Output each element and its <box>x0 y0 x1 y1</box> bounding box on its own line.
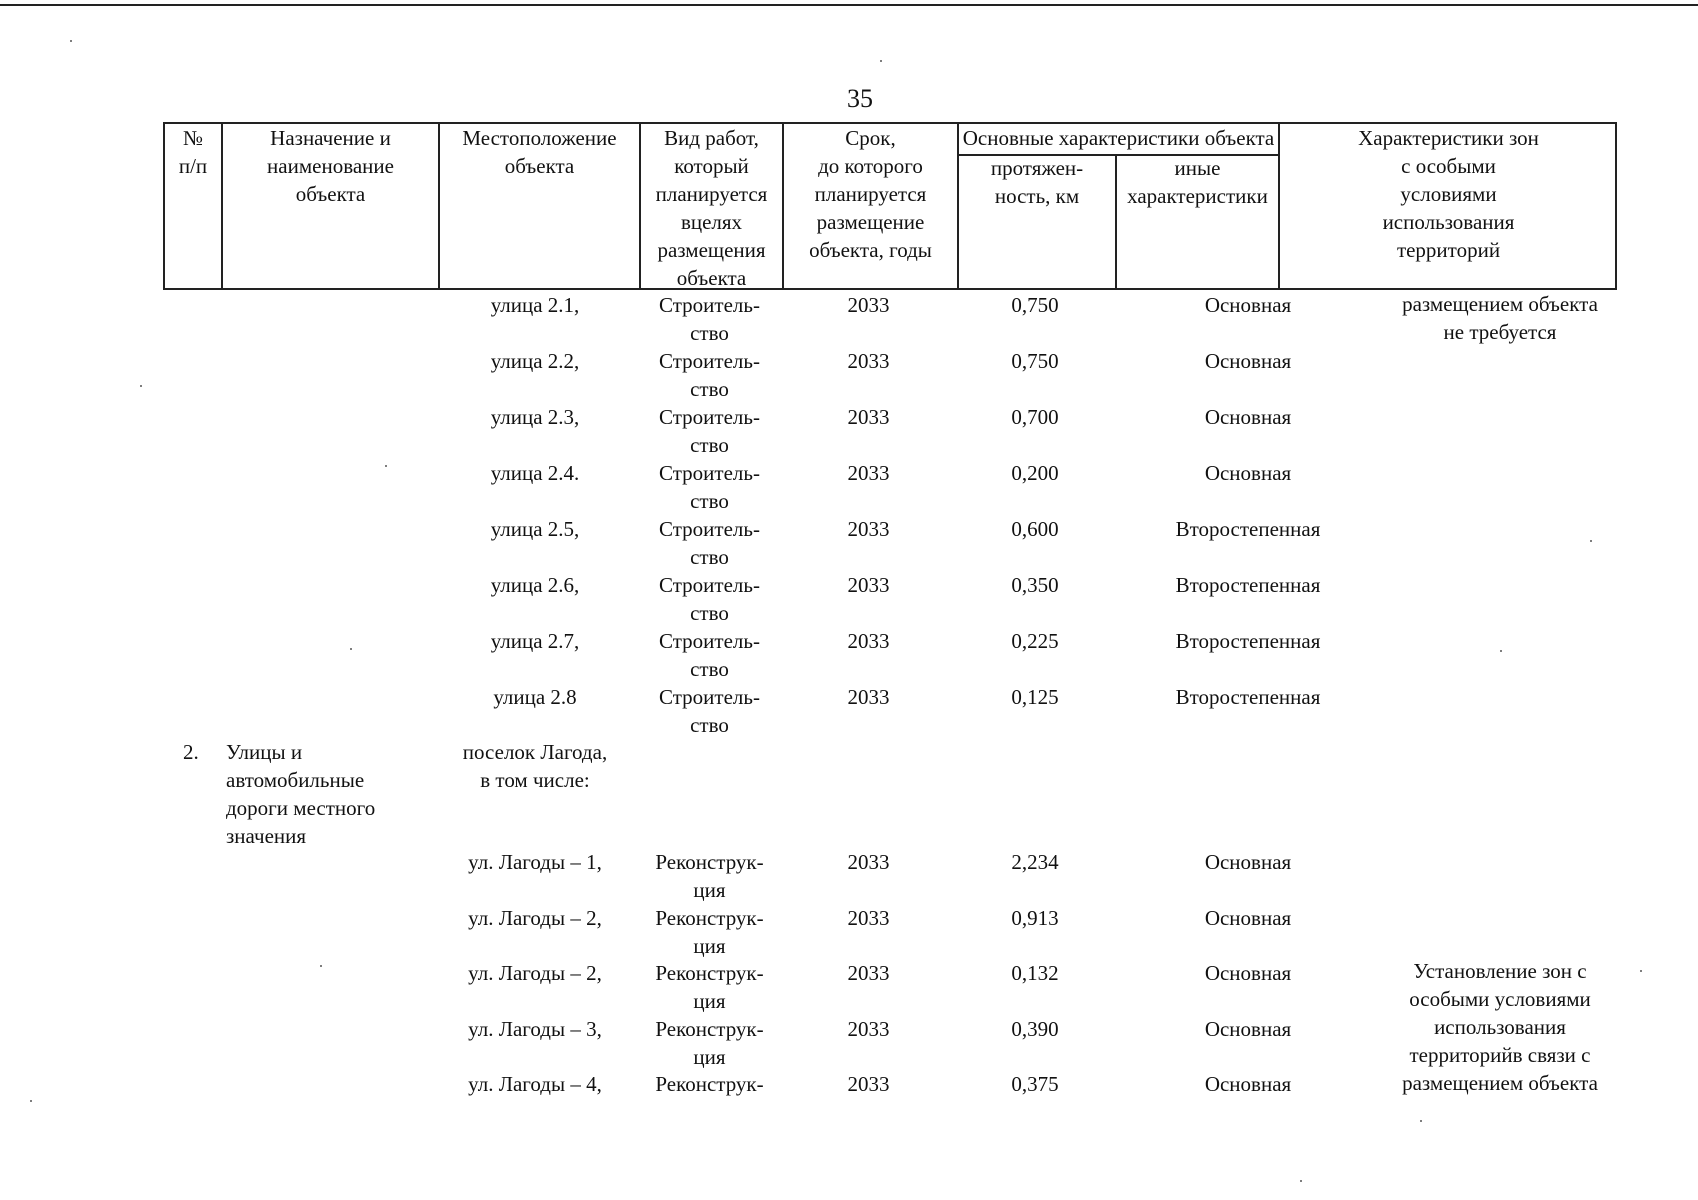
row-work-type: Строитель- <box>659 517 760 541</box>
row-length: 0,700 <box>1011 405 1059 429</box>
row-length: 0,390 <box>1011 1016 1059 1041</box>
row-work-type-continued: ство <box>690 657 729 681</box>
row-road-type: Основная <box>1204 850 1292 874</box>
row-length: 0,750 <box>1011 349 1059 373</box>
row-year: 2033 <box>847 461 890 485</box>
section-number: 2. <box>183 740 199 764</box>
row-road-type: Основная <box>1204 1016 1292 1041</box>
row-location: ул. Лагоды – 1, <box>468 850 602 874</box>
row-road-type: Второстепенная <box>1175 685 1321 709</box>
row-location: улица 2.8 <box>493 685 577 709</box>
row-work-type: Строитель- <box>659 293 760 317</box>
row-work-type-continued: ство <box>690 489 729 513</box>
row-work-type-continued: ство <box>690 601 729 625</box>
row-work-type: Строитель- <box>659 349 760 373</box>
row-work-type: Строитель- <box>659 461 760 485</box>
row-year: 2033 <box>847 685 890 709</box>
row-work-type: Строитель- <box>659 685 760 709</box>
row-location: ул. Лагоды – 2, <box>468 905 602 930</box>
header-term: Срок, до которого планируется размещение объекта, годы <box>809 126 932 262</box>
row-work-type-continued: ция <box>693 878 726 902</box>
table-header <box>163 122 1617 290</box>
row-location: улица 2.7, <box>490 629 580 653</box>
header-zones: Характеристики зон с особыми условиями использования территорий <box>1358 126 1539 262</box>
row-location: ул. Лагоды – 3, <box>468 1016 602 1041</box>
header-name: Назначение и наименование объекта <box>267 126 394 206</box>
row-work-type-continued: ция <box>693 933 726 958</box>
row-length: 0,913 <box>1011 905 1059 930</box>
row-location: улица 2.1, <box>490 293 580 317</box>
row-location: улица 2.5, <box>490 517 580 541</box>
row-year: 2033 <box>847 1016 890 1041</box>
row-work-type-continued: ство <box>690 433 729 457</box>
row-length: 0,200 <box>1011 461 1059 485</box>
row-year: 2033 <box>847 629 890 653</box>
row-work-type: Строитель- <box>659 405 760 429</box>
row-length: 0,225 <box>1011 629 1059 653</box>
row-road-type: Основная <box>1204 349 1292 373</box>
row-work-type: Реконструк- <box>655 961 764 985</box>
row-year: 2033 <box>847 573 890 597</box>
row-work-type-continued: ство <box>690 377 729 401</box>
row-work-type: Реконструк- <box>655 1016 764 1041</box>
row-work-type: Строитель- <box>659 629 760 653</box>
header-length: протяжен- ность, км <box>990 156 1084 208</box>
row-road-type: Основная <box>1204 405 1292 429</box>
row-year: 2033 <box>847 349 890 373</box>
top-border-line <box>0 4 1698 6</box>
row-road-type: Второстепенная <box>1175 517 1321 541</box>
row-work-type-continued: ство <box>690 321 729 345</box>
row-year: 2033 <box>847 293 890 317</box>
row-length: 0,750 <box>1011 293 1059 317</box>
row-work-type: Реконструк- <box>655 905 764 930</box>
header-main-characteristics: Основные характеристики объекта <box>962 126 1275 150</box>
row-length: 0,350 <box>1011 573 1059 597</box>
header-num: № п/п <box>178 126 208 178</box>
row-work-type: Реконструк- <box>655 1072 764 1096</box>
section-location: поселок Лагода, в том числе: <box>462 740 608 792</box>
row-year: 2033 <box>847 905 890 930</box>
row-location: улица 2.6, <box>490 573 580 597</box>
row-length: 0,125 <box>1011 685 1059 709</box>
row-work-type: Строитель- <box>659 573 760 597</box>
row-work-type-continued: ция <box>693 989 726 1013</box>
row-work-type-continued: ство <box>690 545 729 569</box>
row-road-type: Основная <box>1204 905 1292 930</box>
row-work-type-continued: ство <box>690 713 729 737</box>
row-location: улица 2.4. <box>490 461 580 485</box>
zones-note-top: размещением объекта не требуется <box>1402 292 1598 344</box>
row-location: улица 2.3, <box>490 405 580 429</box>
row-work-type-continued: ция <box>693 1044 726 1069</box>
row-year: 2033 <box>847 405 890 429</box>
page-number: 35 <box>847 84 873 113</box>
row-road-type: Основная <box>1204 961 1292 985</box>
row-location: ул. Лагоды – 4, <box>468 1072 602 1096</box>
header-other-characteristics: иные характеристики <box>1127 156 1268 208</box>
row-road-type: Второстепенная <box>1175 629 1321 653</box>
header-work-type: Вид работ, который планируется вцелях размещения объекта <box>655 126 768 290</box>
row-location: улица 2.2, <box>490 349 580 373</box>
row-length: 2,234 <box>1011 850 1059 874</box>
row-year: 2033 <box>847 1072 890 1096</box>
row-length: 0,132 <box>1011 961 1059 985</box>
row-road-type: Второстепенная <box>1175 573 1321 597</box>
row-length: 0,600 <box>1011 517 1059 541</box>
row-year: 2033 <box>847 517 890 541</box>
section-name: Улицы и автомобильные дороги местного значения <box>226 740 376 848</box>
row-work-type: Реконструк- <box>655 850 764 874</box>
row-year: 2033 <box>847 961 890 985</box>
row-road-type: Основная <box>1204 293 1292 317</box>
row-year: 2033 <box>847 850 890 874</box>
row-location: ул. Лагоды – 2, <box>468 961 602 985</box>
row-length: 0,375 <box>1011 1072 1059 1096</box>
row-road-type: Основная <box>1204 461 1292 485</box>
header-location: Местоположение объекта <box>462 126 617 178</box>
row-road-type: Основная <box>1204 1072 1292 1096</box>
zones-note-bottom: Установление зон с особыми условиями использования территорийв связи с размещением объекта <box>1402 959 1598 1095</box>
